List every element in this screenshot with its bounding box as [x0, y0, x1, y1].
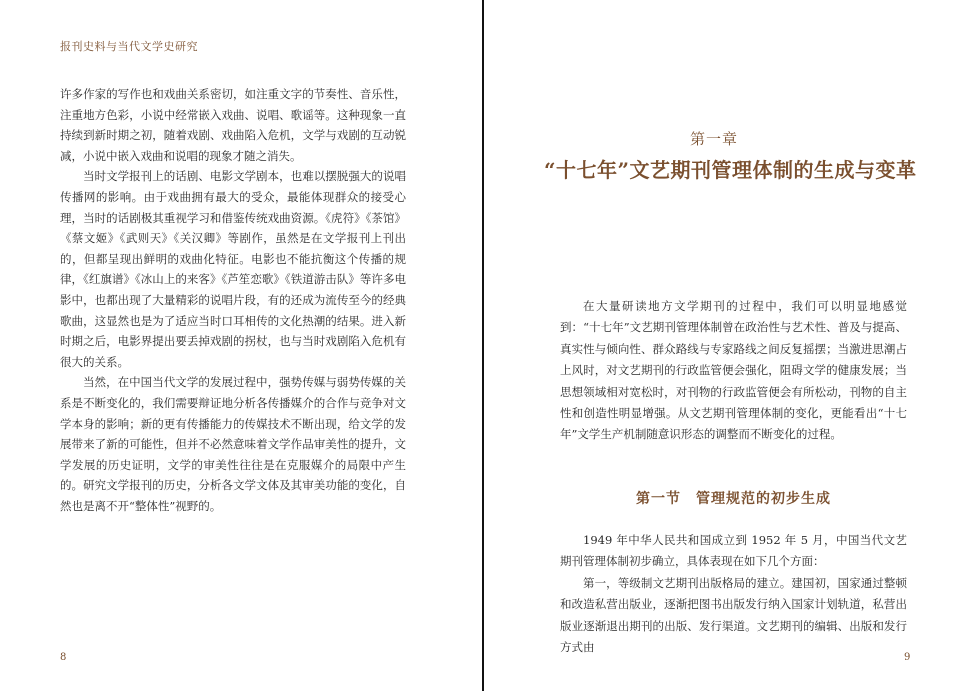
page-number-right: 9 [904, 652, 911, 663]
paragraph: 当时文学报刊上的话剧、电影文学剧本，也难以摆脱强大的说唱传播网的影响。由于戏曲拥有最大的受众，最能体现群众的接受心理，当时的话剧极其重视学习和借鉴传统戏曲资源。《虎符》《茶馆》《蔡文姬》《武则天》《关汉卿》等剧作，虽然是在文学报刊上刊出的，但都呈现出鲜明的戏曲化特征。电影也不能抗衡这个传播的规律，《红旗谱》《冰山上的来客》《芦笙恋歌》《铁道游击队》等许多电影中，也都出现了大量精彩的说唱片段，有的还成为流传至今的经典歌曲，这显然也是为了适应当时口耳相传的文化热潮的结果。进入新时期之后，电影界提出要丢掉戏剧的拐杖，也与当时戏剧陷入危机有很大的关系。 [60, 169, 406, 369]
paragraph: 许多作家的写作也和戏曲关系密切，如注重文字的节奏性、音乐性，注重地方色彩，小说中经常嵌入戏曲、说唱、歌谣等。这种现象一直持续到新时期之初，随着戏剧、戏曲陷入危机，文学与戏剧的互动锐减，小说中嵌入戏曲和说唱的现象才随之消失。 [60, 87, 406, 163]
paragraph: 在大量研读地方文学期刊的过程中，我们可以明显地感觉到：“十七年”文艺期刊管理体制曾在政治性与艺术性、普及与提高、真实性与倾向性、群众路线与专家路线之间反复摇摆；当激进思潮占上风时，对文艺期刊的行政监管便会强化，阻碍文学的健康发展；当思想领域相对宽松时，对刊物的行政监管便会有所松动，刊物的自主性和创造性明显增强。从文艺期刊管理体制的变化，更能看出“十七年”文学生产机制随意识形态的调整而不断变化的过程。 [560, 299, 907, 442]
page-number-left: 8 [60, 652, 67, 663]
paragraph: 第一，等级制文艺期刊出版格局的建立。建国初，国家通过整顿和改造私营出版业，逐渐把图书出版发行纳入国家计划轨道，私营出版业逐渐退出期刊的出版、发行渠道。文艺期刊的编辑、出版和发行方式由 [560, 575, 907, 655]
left-page [0, 0, 482, 691]
chapter-intro-text [560, 296, 907, 446]
section-body-text [560, 530, 907, 658]
paragraph: 1949 年中华人民共和国成立到 1952 年 5 月，中国当代文艺期刊管理体制初步确立，具体表现在如下几个方面： [560, 533, 907, 569]
section-heading: 第一节 管理规范的初步生成 [636, 491, 831, 507]
right-page [484, 0, 965, 691]
chapter-label: 第一章 [689, 130, 738, 148]
left-body-text [60, 84, 406, 516]
paragraph: 当然，在中国当代文学的发展过程中，强势传媒与弱势传媒的关系是不断变化的，我们需要辩证地分析各传播媒介的合作与竞争对文学本身的影响；新的更有传播能力的传媒技术不断出现，给文学的发展带来了新的可能性，但并不必然意味着文学作品审美性的提升，文学发展的历史证明，文学的审美性往往是在克服媒介的局限中产生的。研究文学报刊的历史，分析各文学文体及其审美功能的变化，自然也是离不开“整体性”视野的。 [60, 375, 406, 513]
running-head: 报刊史料与当代文学史研究 [60, 40, 198, 53]
chapter-title: “十七年”文艺期刊管理体制的生成与变革 [544, 158, 917, 182]
